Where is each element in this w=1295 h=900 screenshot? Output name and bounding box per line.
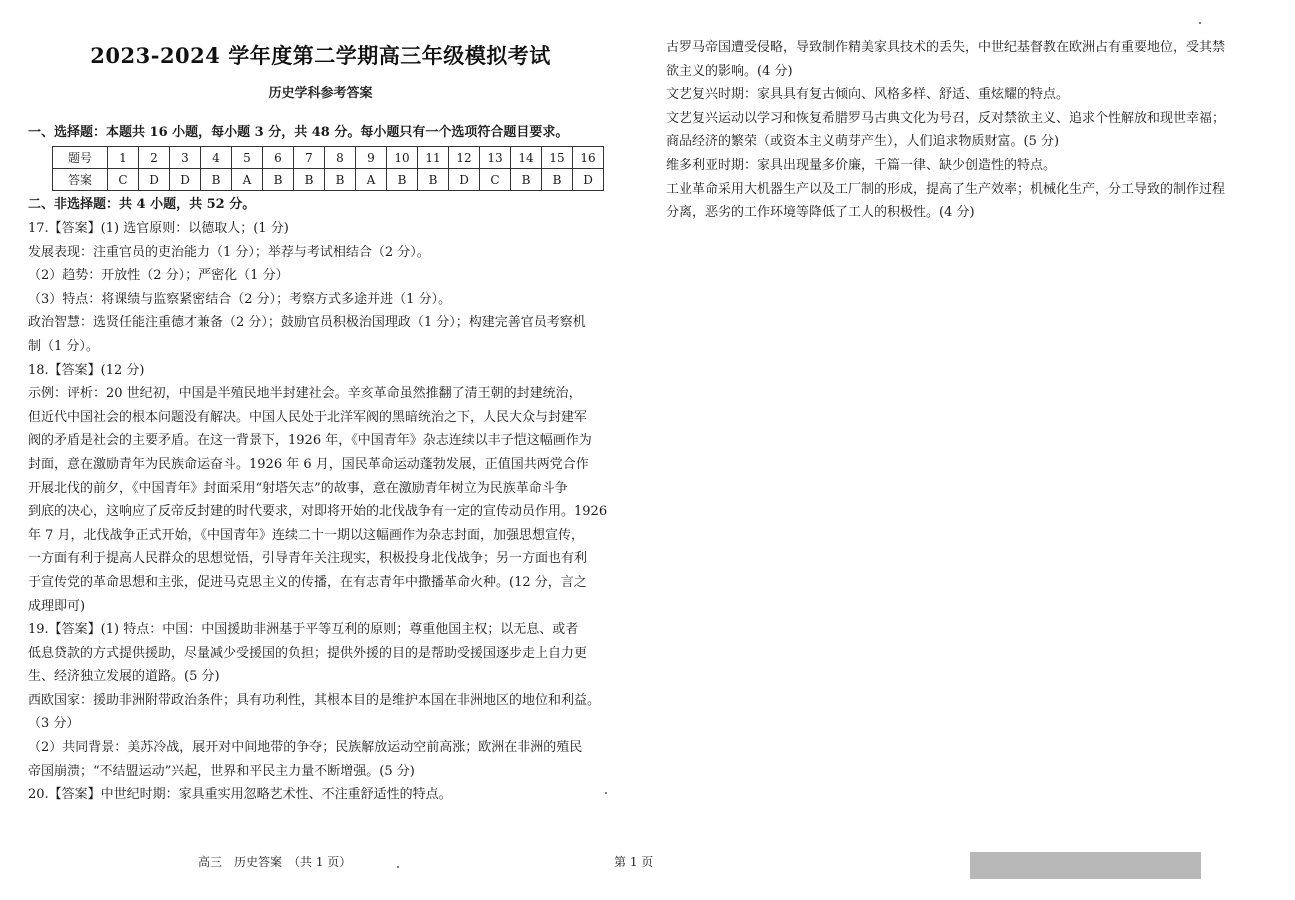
question-number: 9 [356,147,387,169]
answer-letter: C [108,169,139,191]
text-line: 18.【答案】(12 分) [28,362,145,378]
text-line: 年 7 月，北伐战争正式开始，《中国青年》连续二十一期以这幅画作为杂志封面，加强思想宣传， [28,527,585,543]
answer-letter: D [170,169,201,191]
answer-letter: B [263,169,294,191]
question-number: 13 [480,147,511,169]
question-number-row [53,147,604,169]
question-number: 5 [232,147,263,169]
text-line: （2）趋势：开放性（2 分）；严密化（1 分） [28,268,289,284]
text-line: 成理即可) [28,598,86,614]
text-line: 文艺复兴运动以学习和恢复希腊罗马古典文化为号召，反对禁欲主义、追求个性解放和现世幸福； [666,110,1226,126]
answer-letter: B [418,169,449,191]
answer-row [53,169,604,191]
multiple-choice-heading: 一、选择题：本题共 16 小题，每小题 3 分，共 48 分。每小题只有一个选项符合题目要求。 [28,125,569,140]
answer-letter: B [511,169,542,191]
document-title: 2023-2024 学年度第二学期高三年级模拟考试 [90,43,551,68]
text-line: （3 分） [28,716,80,732]
text-line: 制（1 分）。 [28,338,99,354]
text-line: 文艺复兴时期：家具具有复古倾向、风格多样、舒适、重炫耀的特点。 [666,87,1070,103]
text-line: 欲主义的影响。(4 分) [666,63,793,79]
text-line: （3）特点：将课绩与监察紧密结合（2 分）；考察方式多途并进（1 分）。 [28,291,452,307]
document-subtitle: 历史学科参考答案 [268,86,373,101]
text-line: 示例：评析：20 世纪初，中国是半殖民地半封建社会。辛亥革命虽然推翻了清王朝的封建统治， [28,386,582,402]
left-answer-text [28,217,613,807]
question-number: 16 [573,147,604,169]
answer-letter: C [480,169,511,191]
answer-letter: B [325,169,356,191]
text-line: 分离，恶劣的工作环境等降低了工人的积极性。(4 分) [666,205,975,221]
text-line: 古罗马帝国遭受侵略，导致制作精美家具技术的丢失，中世纪基督教在欧洲占有重要地位，受其禁 [666,40,1226,55]
text-line: 西欧国家：援助非洲附带政治条件；具有功利性，其根本目的是维护本国在非洲地区的地位和利益。 [28,692,601,708]
redaction-bar [970,852,1201,879]
text-line: 帝国崩溃；“不结盟运动”兴起，世界和平民主力量不断增强。(5 分) [28,763,415,779]
answer-letter: D [449,169,480,191]
text-line: 17.【答案】(1) 选官原则：以德取人；(1 分) [28,221,289,236]
answer-letter: B [201,169,232,191]
text-line: 阀的矛盾是社会的主要矛盾。在这一背景下，1926 年，《中国青年》杂志连续以丰子恺这幅画作为 [28,433,592,449]
left-column [28,40,613,807]
question-number: 7 [294,147,325,169]
text-line: 但近代中国社会的根本问题没有解决。中国人民处于北洋军阀的黑暗统治之下，人民大众与封建军 [28,409,588,425]
question-number: 2 [139,147,170,169]
answer-letter: A [356,169,387,191]
text-line: 于宣传党的革命思想和主张，促进马克思主义的传播，在有志青年中撒播革命火种。(12 分，言之 [28,574,587,590]
non-choice-heading: 二、非选择题：共 4 小题，共 52 分。 [28,197,256,212]
footer-course-label: 高三 历史答案 （共 1 页） [198,855,352,869]
question-number: 14 [511,147,542,169]
text-line: 工业革命采用大机器生产以及工厂制的形成，提高了生产效率；机械化生产，分工导致的制作过程 [666,181,1226,197]
text-line: 封面，意在激励青年为民族命运奋斗。1926 年 6 月，国民革命运动蓬勃发展，正值国共两党合作 [28,456,589,472]
text-line: 发展表现：注重官员的吏治能力（1 分）；举荐与考试相结合（2 分）。 [28,244,430,260]
text-line: 维多利亚时期：家具出现量多价廉，千篇一律、缺少创造性的特点。 [666,157,1057,173]
right-column [666,36,1256,225]
text-line: 20.【答案】中世纪时期：家具重实用忽略艺术性、不注重舒适性的特点。 [28,787,452,803]
text-line: 到底的决心，这响应了反帝反封建的时代要求，对即将开始的北伐战争有一定的宣传动员作用。1926 [28,504,608,520]
row-label-answers: 答案 [53,169,108,191]
answer-letter: B [542,169,573,191]
question-number: 3 [170,147,201,169]
question-number: 10 [387,147,418,169]
row-label-numbers: 题号 [53,147,108,169]
text-line: 开展北伐的前夕，《中国青年》封面采用“射塔矢志”的故事，意在激励青年树立为民族革命斗争 [28,480,568,496]
scan-speck [397,866,399,868]
answer-letter: B [294,169,325,191]
scan-speck [605,792,607,794]
question-number: 4 [201,147,232,169]
footer-page-number: 第 1 页 [614,855,654,869]
question-number: 1 [108,147,139,169]
text-line: 一方面有利于提高人民群众的思想觉悟，引导青年关注现实，积极投身北伐战争；另一方面也有利 [28,551,588,567]
answer-letter: B [387,169,418,191]
text-line: 低息贷款的方式提供援助，尽量减少受援国的负担；提供外援的目的是帮助受援国逐步走上自力更 [28,645,588,661]
scan-speck [1199,22,1201,24]
answer-letter: D [573,169,604,191]
text-line: 生、经济独立发展的道路。(5 分) [28,669,220,685]
question-number: 15 [542,147,573,169]
question-number: 6 [263,147,294,169]
answer-letter: A [232,169,263,191]
text-line: 19.【答案】(1) 特点：中国：中国援助非洲基于平等互利的原则；尊重他国主权；以无息、或者 [28,622,579,638]
text-line: （2）共同背景：美苏冷战，展开对中间地带的争夺；民族解放运动空前高涨；欧洲在非洲的殖民 [28,740,583,756]
answer-key-table [52,146,604,191]
question-number: 11 [418,147,449,169]
answer-letter: D [139,169,170,191]
text-line: 商品经济的繁荣（或资本主义萌芽产生），人们追求物质财富。(5 分) [666,134,1060,150]
text-line: 政治智慧：选贤任能注重德才兼备（2 分）；鼓励官员积极治国理政（1 分）；构建完善官员考察机 [28,315,586,331]
question-number: 8 [325,147,356,169]
question-number: 12 [449,147,480,169]
